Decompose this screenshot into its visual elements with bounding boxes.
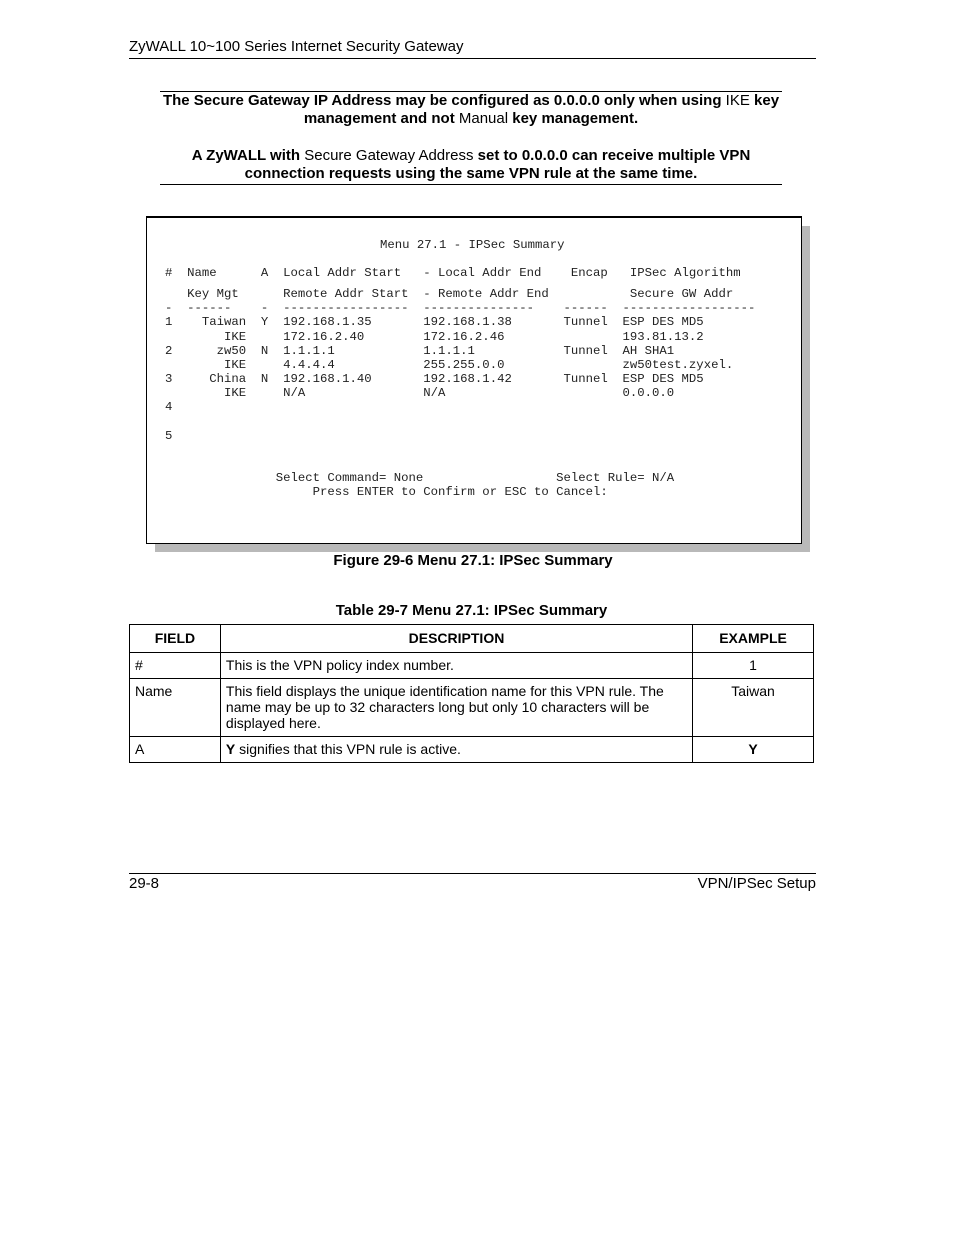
screen-row-5: 3 China N 192.168.1.40 192.168.1.42 Tunnel ESP DES MD5 [165,372,704,386]
screen-title: Menu 27.1 - IPSec Summary [380,238,565,252]
screen-confirm-line: Press ENTER to Confirm or ESC to Cancel: [165,485,608,499]
table-row [130,653,814,679]
cell-example: 1 [693,653,814,679]
screen-row-7: 4 [165,400,173,414]
terminal-screen [146,216,802,544]
note-text-run: IKE [725,92,750,109]
screen-row-3: 2 zw50 N 1.1.1.1 1.1.1.1 Tunnel AH SHA1 [165,344,675,358]
screen-row-4: IKE 4.4.4.4 255.255.0.0 zw50test.zyxel. [165,358,734,372]
header-description: DESCRIPTION [220,625,692,653]
note-text-run: set to 0.0.0.0 can receive multiple VPN connection requests using the same VPN rule at the same time. [244,147,751,182]
note-text-run: Secure Gateway Address [304,147,474,164]
footer-page-number: 29-8 [129,875,160,892]
note-text-run: key management and not [303,92,780,127]
cell-field: # [130,653,221,679]
screen-row-9: 5 [165,429,173,443]
cell-description-bold: Y [225,741,236,757]
cell-description-text: This is the VPN policy index number. [225,657,454,673]
note-text-run: A ZyWALL with [191,147,305,164]
table-header-row [130,625,814,653]
cell-description [220,679,692,737]
header-rule [129,58,816,59]
running-header-title: ZyWALL 10~100 Series Internet Security Gateway [129,38,464,55]
header-field: FIELD [130,625,221,653]
footer-rule [129,873,816,874]
note-paragraph-1 [160,92,782,128]
cell-field: A [130,737,221,763]
table-row [130,679,814,737]
screen-row-2: IKE 172.16.2.40 172.16.2.46 193.81.13.2 [165,330,704,344]
note-text-run: key management. [508,110,639,127]
screen-header-row-1: # Name A Local Addr Start - Local Addr End Encap IPSec Algorithm [165,266,741,280]
cell-description-text: signifies that this VPN rule is active. [235,741,461,757]
field-description-table [129,624,814,763]
footer-section-title: VPN/IPSec Setup [697,875,816,892]
table-caption: Table 29-7 Menu 27.1: IPSec Summary [335,602,608,619]
table-row [130,737,814,763]
note-text-run: The Secure Gateway IP Address may be configured as 0.0.0.0 only when using [162,92,726,109]
cell-example: Y [693,737,814,763]
note-paragraph-2 [160,147,782,183]
screen-row-1: 1 Taiwan Y 192.168.1.35 192.168.1.38 Tunnel ESP DES MD5 [165,315,704,329]
cell-example: Taiwan [693,679,814,737]
screen-separator: - ------ - ----------------- --------------- ------ ------------------ [165,301,756,315]
cell-description [220,653,692,679]
cell-field: Name [130,679,221,737]
cell-description [220,737,692,763]
screen-header-row-2: Key Mgt Remote Addr Start - Remote Addr End Secure GW Addr [165,287,734,301]
header-example: EXAMPLE [693,625,814,653]
screen-select-line: Select Command= None Select Rule= N/A [165,471,675,485]
note-bottom-rule [160,184,782,185]
cell-description-text: This field displays the unique identification name for this VPN rule. The name may be up to 32 characters long but only 10 characters will be displayed here. [225,683,664,731]
figure-caption: Figure 29-6 Menu 27.1: IPSec Summary [333,552,613,569]
screen-row-6: IKE N/A N/A 0.0.0.0 [165,386,675,400]
note-text-run: Manual [458,110,509,127]
